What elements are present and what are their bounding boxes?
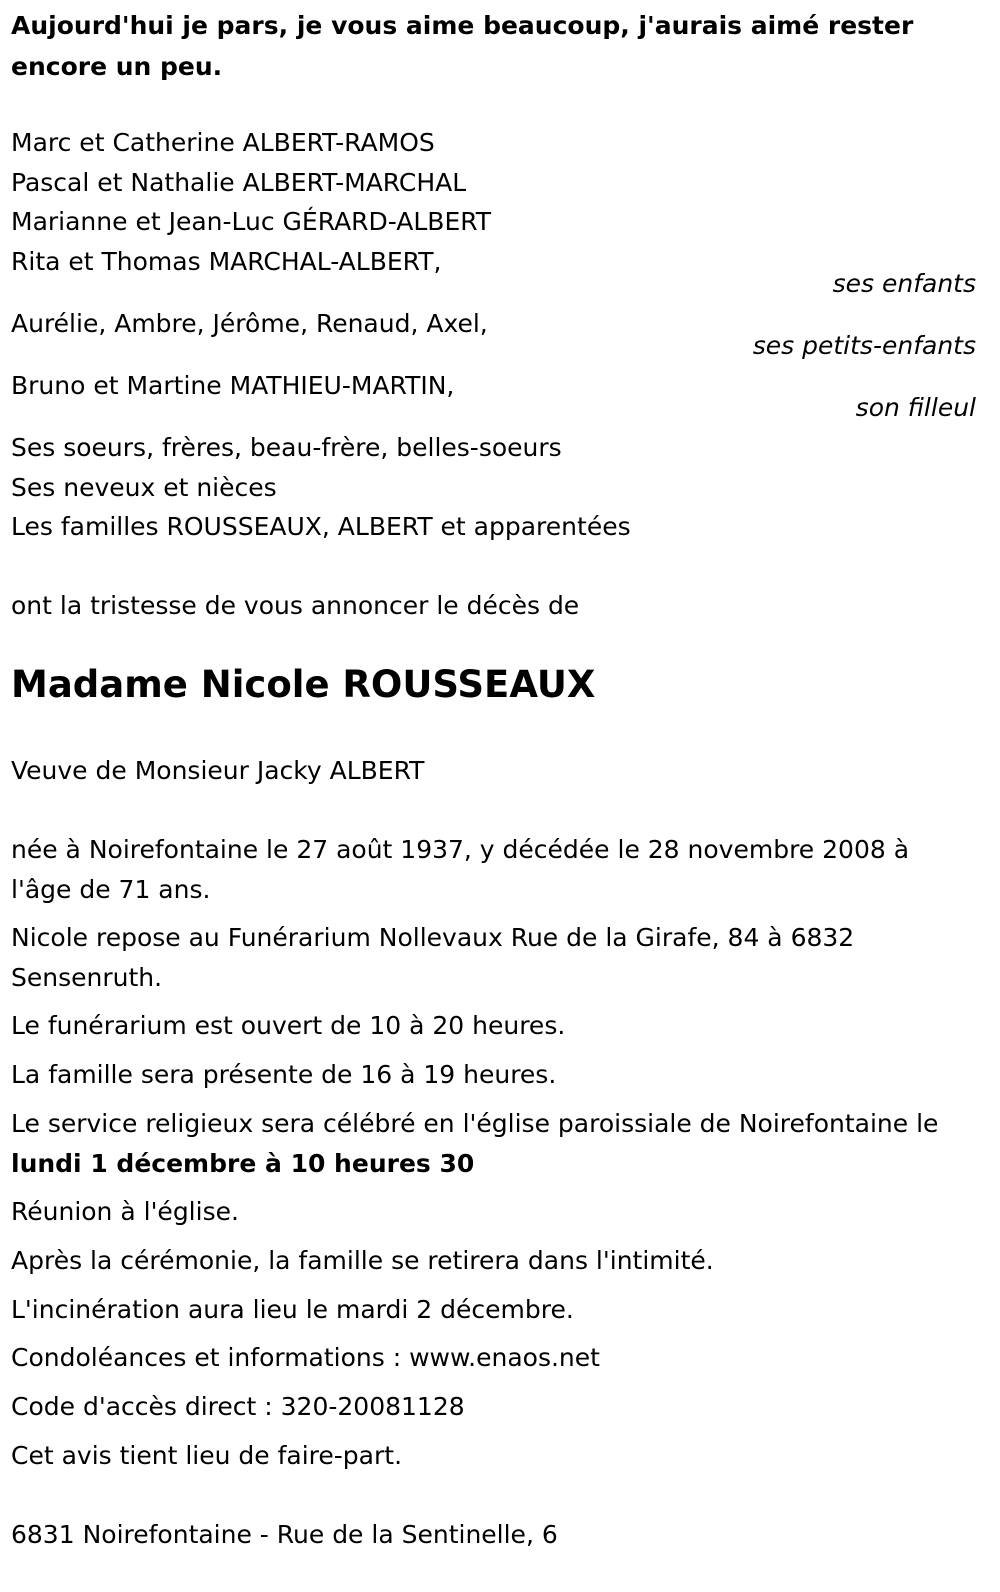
service-date: lundi 1 décembre à 10 heures 30 [11,1148,475,1178]
child-line: Marianne et Jean-Luc GÉRARD-ALBERT [11,207,492,236]
epigraph: Aujourd'hui je pars, je vous aime beaucoup, j'aurais aimé rester encore un peu. [11,11,914,81]
grandchildren-role: ses petits-enfants [752,331,976,360]
relatives-line: Les familles ROUSSEAUX, ALBERT et apparentées [11,512,631,541]
rest-place: Nicole repose au Funérarium Nollevaux Rue de la Girafe, 84 à 6832 Sensenruth. [11,923,855,992]
address: 6831 Noirefontaine - Rue de la Sentinelle, 6 [11,1520,558,1549]
children-list [11,123,976,281]
announcement: ont la tristesse de vous annoncer le décès de [11,591,580,620]
birth-death: née à Noirefontaine le 27 août 1937, y décédée le 28 novembre 2008 à l'âge de 71 ans. [11,835,910,904]
after-ceremony: Après la cérémonie, la famille se retirera dans l'intimité. [11,1246,714,1275]
relatives-line: Ses neveux et nièces [11,472,277,502]
deceased-name: Madame Nicole ROUSSEAUX [11,663,596,706]
service-text: Le service religieux sera célébré en l'église paroissiale de Noirefontaine le [11,1109,939,1138]
notice-note: Cet avis tient lieu de faire-part. [11,1441,403,1470]
godchild-line: Bruno et Martine MATHIEU-MARTIN, [11,371,455,400]
meeting: Réunion à l'église. [11,1197,239,1226]
child-line: Marc et Catherine ALBERT-RAMOS [11,128,435,157]
access-code: Code d'accès direct : 320-20081128 [11,1392,465,1421]
family-hours: La famille sera présente de 16 à 19 heures. [11,1060,557,1089]
child-line: Rita et Thomas MARCHAL-ALBERT, [11,246,442,276]
godchild-role: son filleul [855,393,976,422]
funerarium-hours: Le funérarium est ouvert de 10 à 20 heures. [11,1011,566,1040]
condolences: Condoléances et informations : www.enaos.net [11,1343,600,1372]
relatives-line: Ses soeurs, frères, beau-frère, belles-soeurs [11,433,562,462]
relatives-list [11,428,976,547]
children-role: ses enfants [832,269,976,298]
child-line: Pascal et Nathalie ALBERT-MARCHAL [11,167,467,197]
widow-of: Veuve de Monsieur Jacky ALBERT [11,756,425,785]
grandchildren-line: Aurélie, Ambre, Jérôme, Renaud, Axel, [11,309,488,338]
cremation: L'incinération aura lieu le mardi 2 décembre. [11,1295,574,1324]
